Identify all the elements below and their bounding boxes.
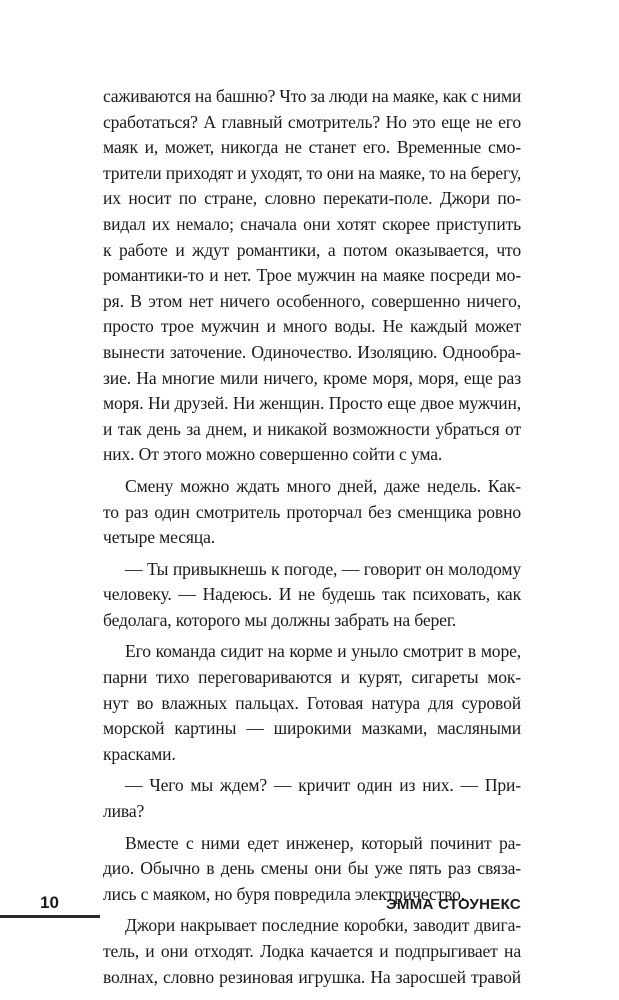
text-line: просто трое мужчин и много воды. Не каждый может [103,316,521,337]
text-line: красками. [103,743,176,764]
text-line: ря. В этом нет ничего особенного, совершенно ничего, [103,290,521,311]
text-line: маяк и, может, никогда не станет его. Временные смо- [103,137,521,158]
text-line: волнах, словно резиновая игрушка. На заросшей травой [103,966,521,987]
text-line: моря. Ни друзей. Ни женщин. Просто еще двое мужчин, [103,393,521,414]
text-line: саживаются на башню? Что за люди на маяке, как с ними [103,86,522,106]
page-number: 10 [40,893,59,912]
body-text [103,84,521,990]
running-footer-author: ЭММА СТОУНЕКС [385,896,521,913]
text-line: — Ты привыкнешь к погоде, — говорит он молодому [125,558,521,579]
text-line: лись с маяком, но буря повредила электричество. [103,883,465,904]
text-line: сработаться? А главный смотритель? Но это еще не его [103,111,521,132]
text-line: Смену можно ждать много дней, даже недель. Как- [125,475,521,496]
text-line: дио. Обычно в день смены они бы уже пять раз связа- [103,858,521,879]
text-line: зие. На многие мили ничего, кроме моря, моря, еще раз [103,367,521,388]
text-line: бедолага, которого мы должны забрать на берег. [103,609,457,630]
text-line: и так день за днем, и никакой возможности убраться от [103,418,521,439]
text-line: видал их немало; сначала они хотят скорее приступить [103,213,521,234]
text-line: Джори накрывает последние коробки, заводит двига- [125,915,521,936]
text-line: тель, и они отходят. Лодка качается и подпрыгивает на [103,941,521,961]
text-line: вынести заточение. Одиночество. Изоляцию. Однообра- [103,341,521,362]
text-line: нут во влажных пальцах. Готовая натура для суровой [103,692,521,713]
text-line: лива? [103,801,145,822]
text-line: Его команда сидит на корме и уныло смотрит в море, [125,641,521,662]
text-line: человеку. — Надеюсь. И не будешь так психовать, как [103,584,521,605]
text-line: то раз один смотритель проторчал без сменщика ровно [103,501,521,522]
text-line: романтики-то и нет. Трое мужчин на маяке посреди мо- [103,265,521,286]
text-line: четыре месяца. [103,527,215,548]
text-line: парни тихо переговариваются и курят, сигареты мок- [103,667,521,688]
text-line: к работе и ждут романтики, а потом оказывается, что [103,239,521,260]
text-line: морской картины — широкими мазками, масляными [103,718,521,739]
text-line: них. От этого можно совершенно сойти с ума. [103,444,443,465]
text-line: их носит по стране, словно перекати-поле. Джори по- [103,188,521,209]
footer-rule [0,915,100,918]
text-line: трители приходят и уходят, то они на маяке, то на берегу, [103,162,522,183]
text-line: — Чего мы ждем? — кричит один из них. — При- [125,775,521,796]
text-line: Вместе с ними едет инженер, который починит ра- [125,832,521,853]
